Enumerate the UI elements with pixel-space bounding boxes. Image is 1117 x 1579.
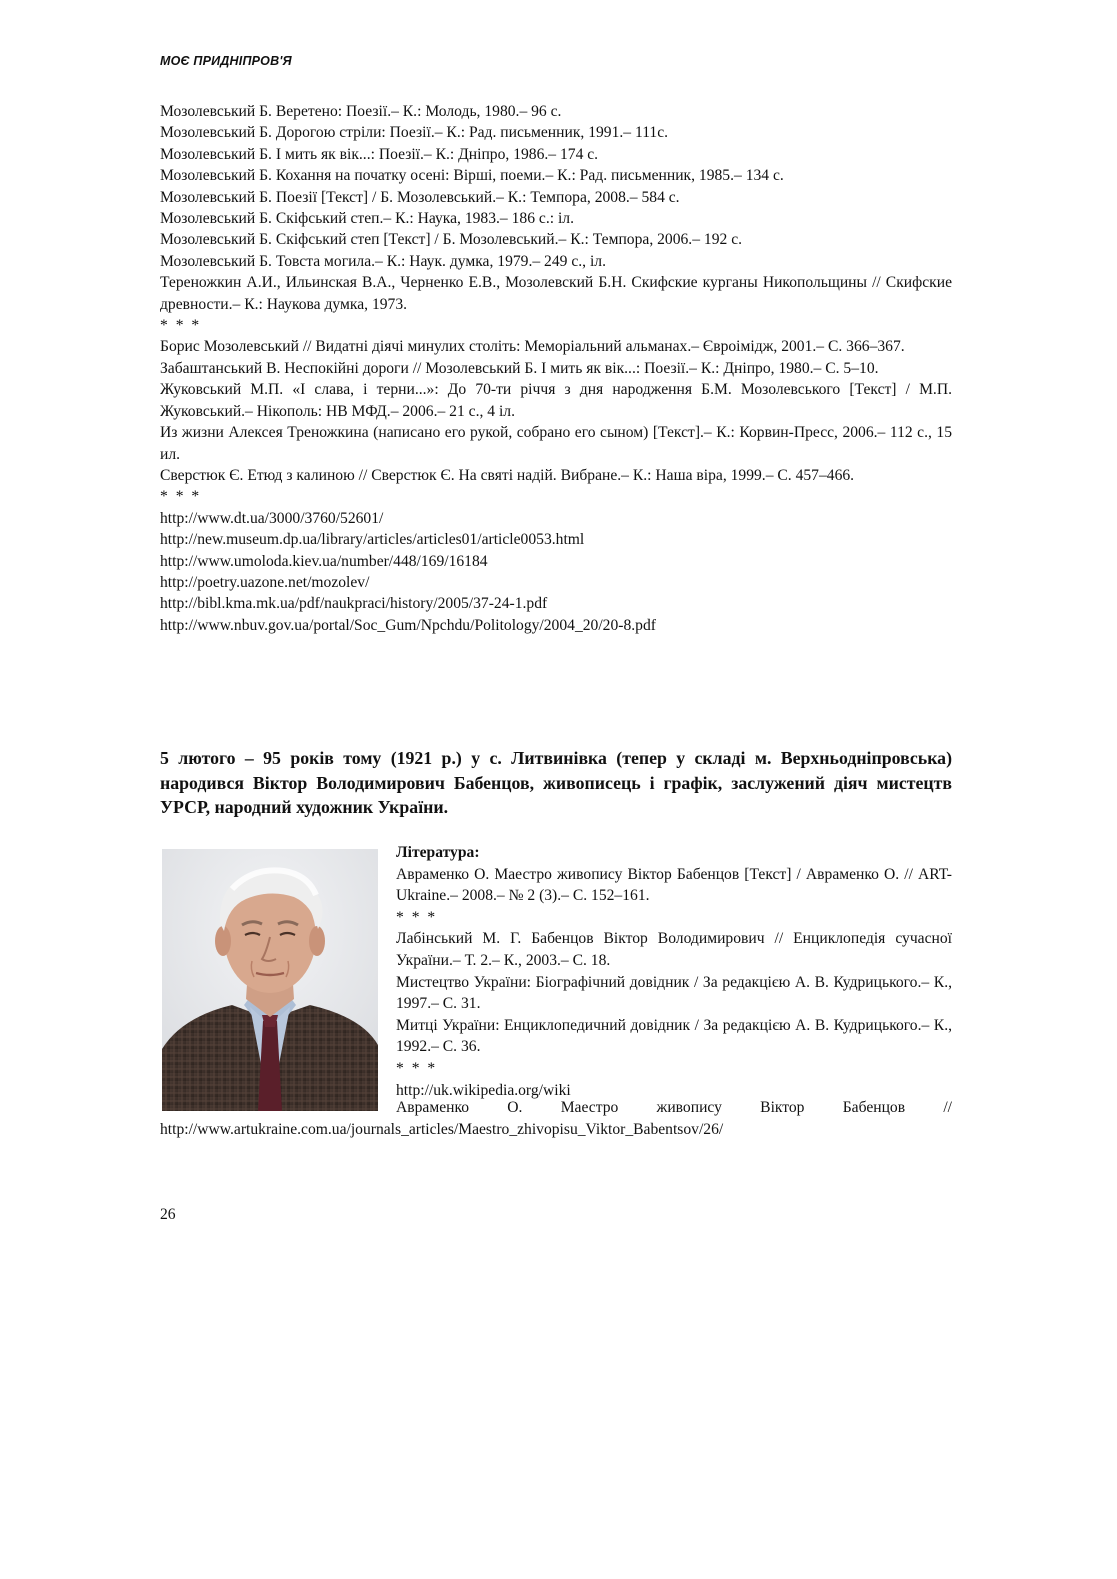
section-separator: * * * (396, 908, 438, 926)
bibliography-entry: Мозолевський Б. І мить як вік...: Поезії.– К.: Дніпро, 1986.– 174 с. (160, 145, 599, 163)
portrait-illustration (162, 849, 378, 1111)
running-header: МОЄ ПРИДНІПРОВ'Я (160, 54, 292, 68)
section-separator: * * * (396, 1059, 438, 1077)
literature-entry: Митці України: Енциклопедичний довідник / За редакцією А. В. Кудрицького.– К., 1992.– С. 36. (396, 1016, 952, 1056)
bibliography-entry: Тереножкин А.И., Ильинская В.А., Черненко Е.В., Мозолевский Б.Н. Скифские курганы Никопольщины // Скифские древности.– К.: Наукова думка, 1973. (160, 274, 952, 313)
anniversary-headline: 5 лютого – 95 років тому (1921 р.) у с. Литвинівка (тепер у складі м. Верхньодніпровська) народився Віктор Володимирович Бабенцов, живописець і графік, заслужений діяч мистецтв УРСР, народний художник України. (160, 748, 952, 817)
bibliography-entry: Сверстюк Є. Етюд з калиною // Сверстюк Є. На святі надій. Вибране.– К.: Наша віра, 1999.– С. 457–466. (160, 466, 855, 484)
literature-section (396, 842, 952, 1101)
bibliography-entry: Мозолевський Б. Товста могила.– К.: Наук. думка, 1979.– 249 с., іл. (160, 252, 606, 270)
url-entry: http://www.dt.ua/3000/3760/52601/ (160, 509, 384, 527)
literature-entry: Лабінський М. Г. Бабенцов Віктор Володимирович // Енциклопедія сучасної України.– Т. 2.– К., 2003.– С. 18. (396, 930, 952, 969)
url-entry: http://www.umoloda.kiev.ua/number/448/169/16184 (160, 552, 488, 570)
bibliography-entry: Из жизни Алексея Треножкина (написано его рукой, собрано его сыном) [Текст].– К.: Корвин-Пресс, 2006.– 112 с., 15 ил. (160, 424, 952, 463)
bibliography-entry: Мозолевський Б. Скіфський степ.– К.: Наука, 1983.– 186 с.: іл. (160, 210, 574, 228)
bibliography-entry: Мозолевський Б. Веретено: Поезії.– К.: Молодь, 1980.– 96 с. (160, 103, 562, 120)
bibliography-entry: Мозолевський Б. Поезії [Текст] / Б. Мозолевський.– К.: Темпора, 2008.– 584 с. (160, 188, 680, 206)
url-entry: http://new.museum.dp.ua/library/articles/articles01/article0053.html (160, 531, 585, 549)
page-number: 26 (160, 1206, 176, 1223)
url-entry: http://www.artukraine.com.ua/journals_articles/Maestro_zhivopisu_Viktor_Babentsov/26/ (160, 1120, 724, 1138)
bibliography-entry: Борис Мозолевський // Видатні діячі минулих століть: Меморіальний альманах.– Євроімідж, 2001.– С. 366–367. (160, 338, 905, 356)
bibliography-entry: Мозолевський Б. Дорогою стріли: Поезії.– К.: Рад. письменник, 1991.– 111с. (160, 124, 669, 142)
url-entry: http://bibl.kma.mk.ua/pdf/naukpraci/history/2005/37-24-1.pdf (160, 595, 548, 613)
bibliography-entry: Мозолевський Б. Кохання на початку осені: Вірші, поеми.– К.: Рад. письменник, 1985.– 134 с. (160, 167, 784, 185)
literature-tail (160, 1097, 952, 1140)
literature-entry: Авраменко О. Маестро живопису Віктор Бабенцов // (396, 1099, 952, 1116)
url-entry: http://poetry.uazone.net/mozolev/ (160, 573, 370, 591)
url-entry: http://www.nbuv.gov.ua/portal/Soc_Gum/Npchdu/Politology/2004_20/20-8.pdf (160, 616, 656, 634)
section-separator: * * * (160, 317, 202, 335)
bibliography-entry: Мозолевський Б. Скіфський степ [Текст] / Б. Мозолевський.– К.: Темпора, 2006.– 192 с. (160, 231, 743, 249)
bibliography-entry: Жуковський М.П. «І слава, і терни...»: До 70-ти річчя з дня народження Б.М. Мозолевського [Текст] / М.П. Жуковський.– Нікополь: НВ МФД.– 2006.– 21 с., 4 іл. (160, 381, 952, 420)
section-separator: * * * (160, 488, 202, 506)
bibliography-entry: Забаштанський В. Неспокійні дороги // Мозолевський Б. І мить як вік...: Поезії.– К.: Дніпро, 1980.– С. 5–10. (160, 359, 879, 377)
literature-heading: Література: (396, 844, 480, 861)
url-entry: http://uk.wikipedia.org/wiki (396, 1081, 571, 1099)
literature-entry: Авраменко О. Маестро живопису Віктор Бабенцов [Текст] / Авраменко О. // ART-Ukraine.– 2008.– № 2 (3).– С. 152–161. (396, 865, 952, 905)
portrait-photo (162, 849, 378, 1111)
bibliography-list (160, 101, 952, 636)
literature-entry: Мистецтво України: Біографічний довідник / За редакцією А. В. Кудрицького.– К., 1997.– С. 31. (396, 973, 952, 1013)
